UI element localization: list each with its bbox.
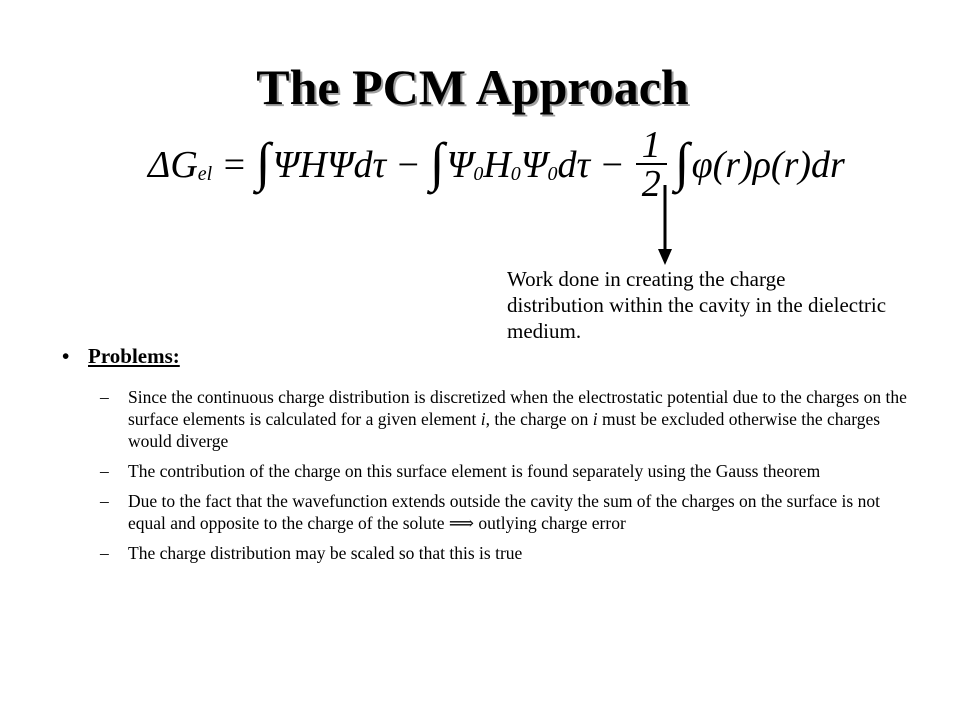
text-run: Since the continuous charge distribution is discretized when the electrostatic potential due to the charges on the surface elements is calculated for a given element: [128, 387, 907, 429]
dash-icon: –: [100, 491, 109, 511]
integral-sign-2: ∫: [429, 132, 445, 192]
formula-minus: −: [599, 144, 625, 186]
formula-h-0: H: [483, 144, 511, 186]
dash-icon: –: [100, 543, 109, 563]
bullet-icon: •: [62, 344, 70, 368]
formula-minus: −: [395, 144, 421, 186]
list-item: [100, 542, 920, 564]
text-run: Due to the fact that the wavefunction extends outside the cavity the sum of the charges on the surface is not equal and opposite to the charge of the solute: [128, 491, 880, 533]
formula-delta: Δ: [148, 144, 171, 186]
problems-label: Problems:: [88, 344, 180, 368]
list-item-text: [128, 490, 920, 534]
work-done-annotation: Work done in creating the charge distribution within the cavity in the dielectric medium.: [507, 267, 887, 343]
fraction-numerator: 1: [636, 127, 667, 165]
implies-arrow-icon: ⟹: [448, 513, 474, 533]
formula-d-tau: dτ: [353, 144, 387, 186]
formula-equals: =: [221, 144, 247, 186]
italic-i: i: [592, 409, 598, 429]
text-run: , the charge on: [485, 409, 593, 429]
fraction-denominator: 2: [641, 163, 661, 205]
list-item: [100, 386, 920, 452]
formula-sub-0: 0: [547, 162, 558, 185]
italic-i: i: [480, 409, 486, 429]
problems-list: [100, 386, 920, 572]
text-run: must be excluded otherwise the charges would diverge: [128, 409, 881, 451]
integral-sign-1: ∫: [255, 132, 271, 192]
list-item-text: The charge distribution may be scaled so that this is true: [128, 543, 523, 563]
formula-phi-r: φ(r): [691, 144, 753, 186]
dash-icon: –: [100, 387, 109, 407]
formula-g: G: [170, 144, 198, 186]
formula-psi: Ψ: [272, 144, 300, 186]
dash-icon: –: [100, 461, 109, 481]
list-item-text: The contribution of the charge on this surface element is found separately using the Gauss theorem: [128, 461, 821, 481]
problems-heading: [62, 344, 180, 369]
formula-sub-0: 0: [473, 162, 484, 185]
formula-sub-el: el: [197, 162, 213, 185]
list-item: [100, 460, 920, 482]
formula-h: H: [299, 144, 327, 186]
delta-g-el-formula: [148, 125, 845, 205]
integral-sign-3: ∫: [674, 132, 690, 192]
formula-psi-0: Ψ: [520, 144, 548, 186]
list-item-text: [128, 386, 920, 452]
formula-psi-0: Ψ: [446, 144, 474, 186]
down-arrow-icon: [655, 185, 675, 267]
formula-sub-0: 0: [510, 162, 521, 185]
slide-title: The PCM Approach: [256, 59, 689, 115]
formula-dr: dr: [811, 144, 845, 186]
formula-d-tau: dτ: [557, 144, 591, 186]
list-item: [100, 490, 920, 534]
formula-rho-r: ρ(r): [752, 144, 812, 186]
text-run: outlying charge error: [478, 513, 626, 533]
formula-psi: Ψ: [326, 144, 354, 186]
